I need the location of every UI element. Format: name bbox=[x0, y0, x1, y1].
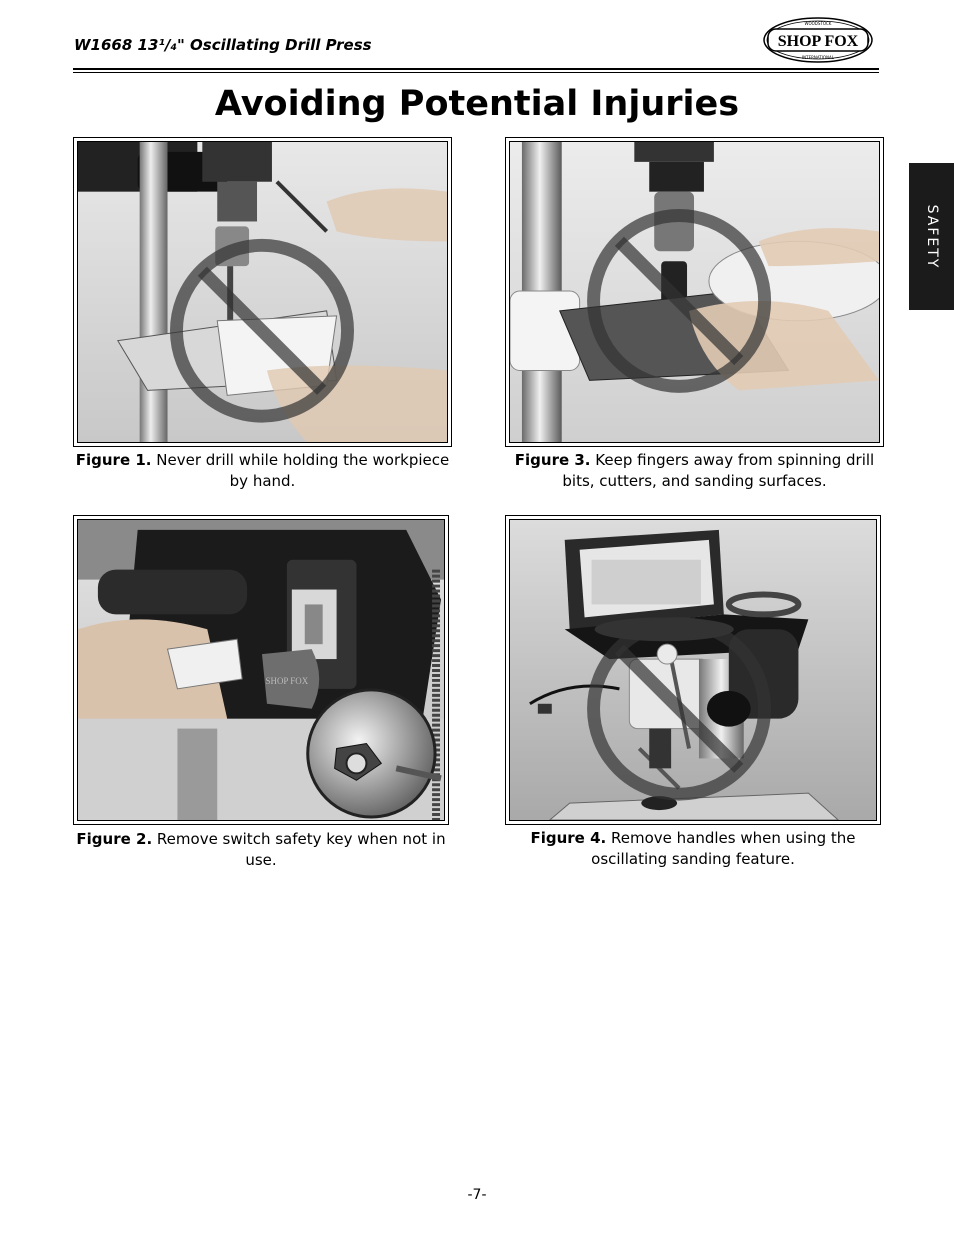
figure-3-label: Figure 3. bbox=[514, 451, 591, 469]
figure-3-illustration bbox=[509, 141, 880, 443]
header-rule-thin bbox=[73, 72, 879, 73]
figure-2-caption bbox=[73, 829, 449, 871]
safety-key-logo: SHOP FOX bbox=[265, 675, 309, 686]
figure-2-illustration bbox=[77, 519, 445, 821]
page-number: -7- bbox=[467, 1187, 487, 1203]
figure-3-photo bbox=[505, 137, 884, 447]
page-title: Avoiding Potential Injuries bbox=[214, 84, 740, 124]
manual-model-title: W1668 13¹/₄" Oscillating Drill Press bbox=[74, 36, 372, 54]
figure-2-label: Figure 2. bbox=[76, 830, 153, 848]
figure-1-text: Never drill while holding the workpiece by hand. bbox=[156, 451, 450, 490]
shop-fox-logo bbox=[762, 16, 874, 64]
figure-3-caption bbox=[505, 450, 884, 492]
figure-1-caption bbox=[73, 450, 452, 492]
section-tab-safety bbox=[909, 163, 954, 310]
figure-1-label: Figure 1. bbox=[75, 451, 152, 469]
figure-1-photo bbox=[73, 137, 452, 447]
figure-2-text: Remove switch safety key when not in use. bbox=[156, 830, 446, 869]
figure-4-illustration bbox=[509, 519, 877, 821]
figure-4-label: Figure 4. bbox=[530, 829, 607, 847]
figure-4-caption bbox=[505, 828, 881, 870]
figure-3-text: Keep fingers away from spinning drill bits, cutters, and sanding surfaces. bbox=[562, 451, 875, 490]
figure-1-illustration bbox=[77, 141, 448, 443]
logo-text: SHOP FOX bbox=[777, 33, 859, 50]
logo-ring-top: WOODSTOCK bbox=[804, 21, 832, 26]
figure-2-photo bbox=[73, 515, 449, 825]
header-rule-thick bbox=[73, 68, 879, 70]
section-tab-label: SAFETY bbox=[923, 204, 940, 269]
figure-4-text: Remove handles when using the oscillating sanding feature. bbox=[591, 829, 856, 868]
logo-ring-bottom: INTERNATIONAL bbox=[801, 55, 835, 60]
figure-4-photo bbox=[505, 515, 881, 825]
